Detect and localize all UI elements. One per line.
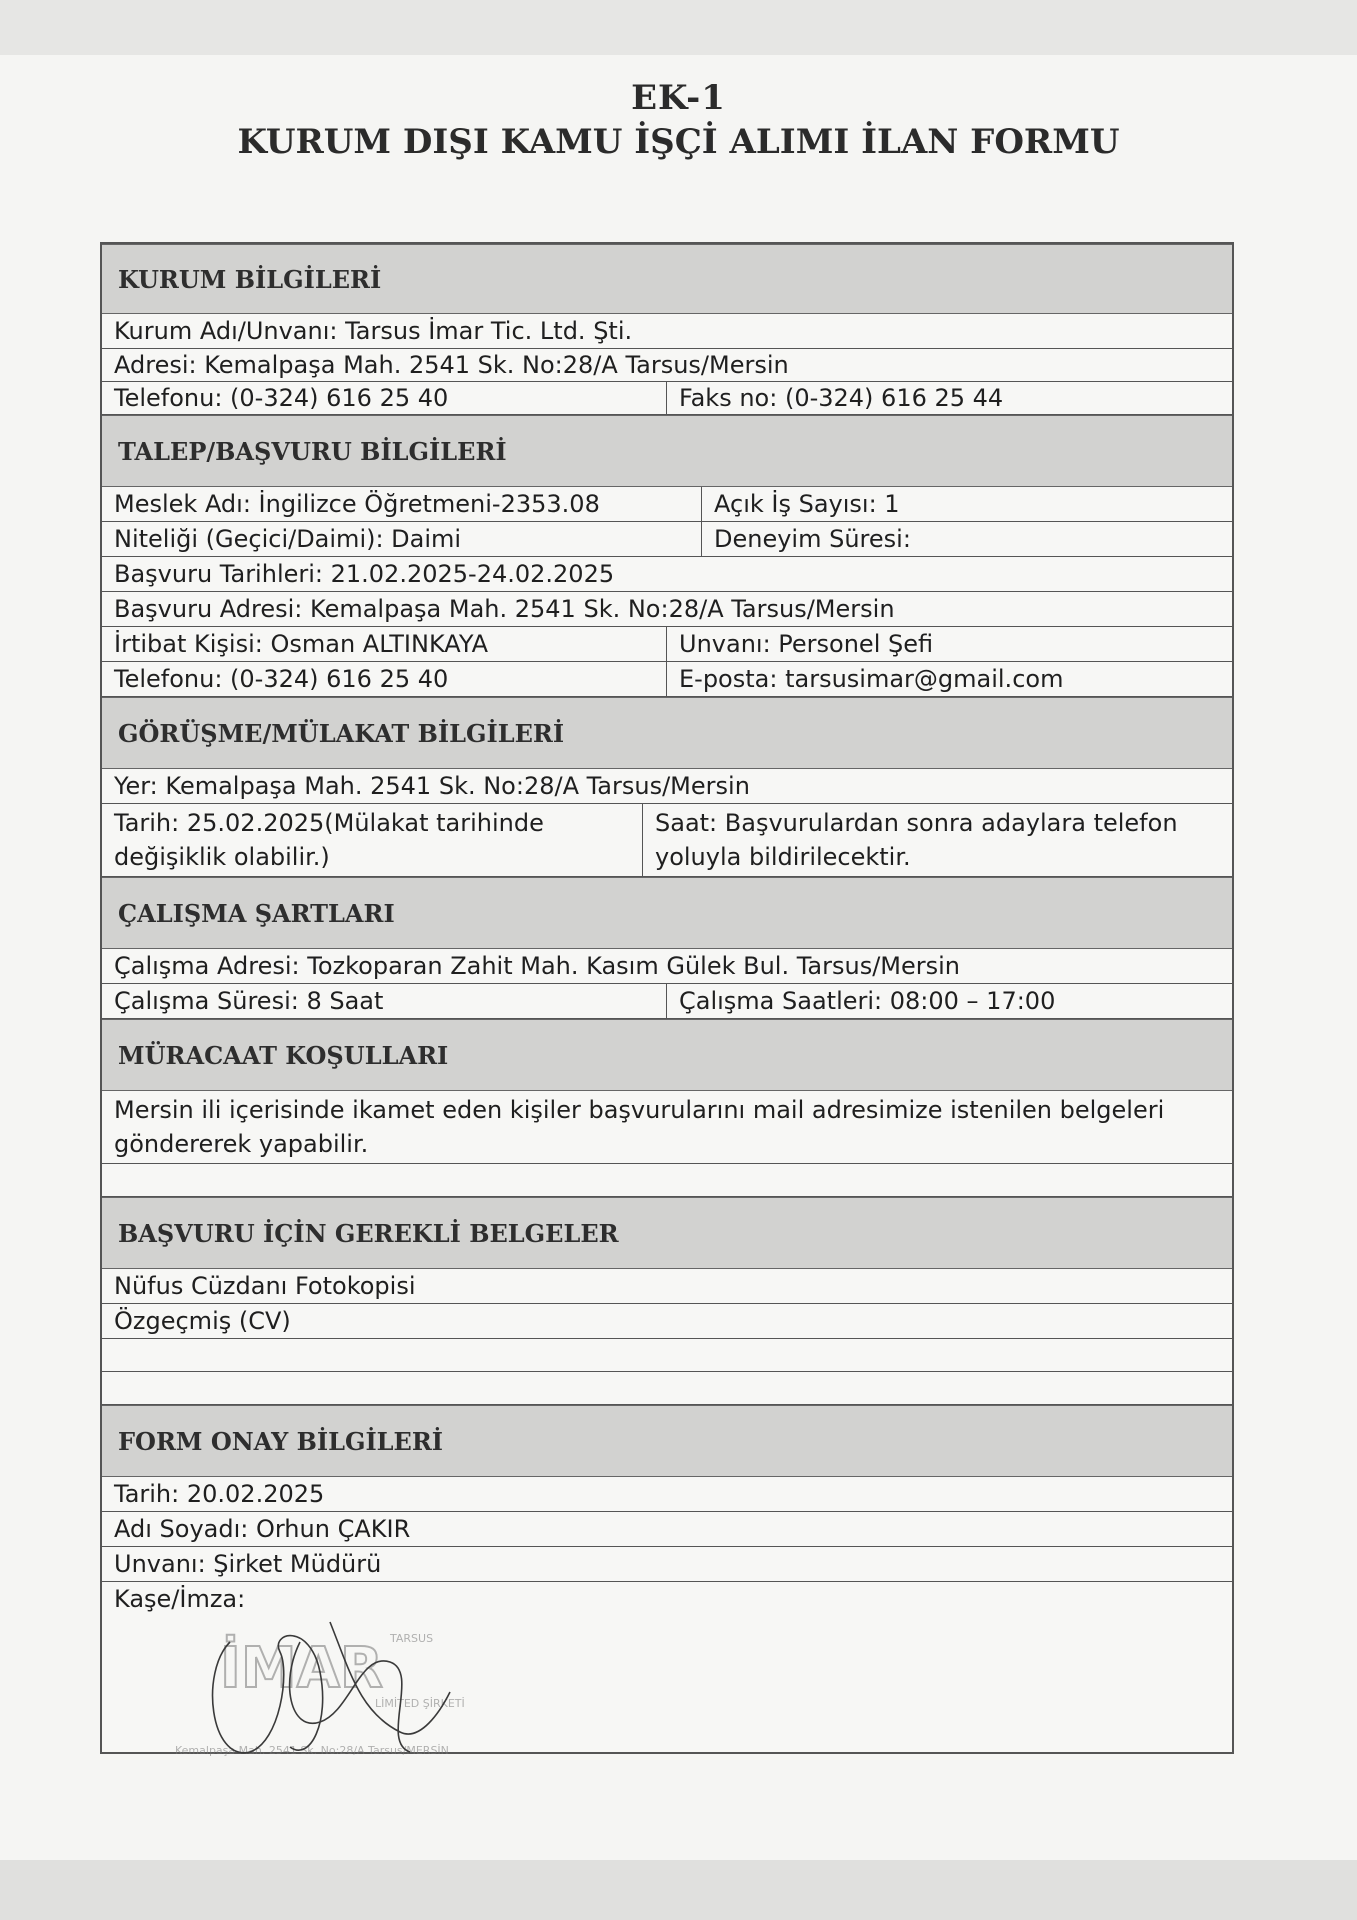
row-basvuru-adresi	[102, 592, 1232, 627]
row-onay-tarih	[102, 1477, 1232, 1512]
row-belge-2	[102, 1304, 1232, 1339]
row-calisma-adres	[102, 949, 1232, 984]
stamp-line2: Kemalpaşa Mah. 2541 Sk. No:28/A Tarsus/MERSİN	[175, 1744, 449, 1757]
onay-unvan: Unvanı: Şirket Müdürü	[114, 1550, 382, 1578]
company-stamp-signature	[160, 1612, 580, 1762]
title-ek: EK-1	[631, 78, 726, 118]
section-muracaat-header: MÜRACAAT KOŞULLARI	[102, 1019, 1232, 1091]
calisma-adresi: Çalışma Adresi: Tozkoparan Zahit Mah. Kasım Gülek Bul. Tarsus/Mersin	[114, 952, 960, 980]
kurum-adres: Adresi: Kemalpaşa Mah. 2541 Sk. No:28/A Tarsus/Mersin	[114, 351, 789, 379]
title-main: KURUM DIŞI KAMU İŞÇİ ALIMI İLAN FORMU	[237, 122, 1120, 162]
gorusme-tarih: Tarih: 25.02.2025(Mülakat tarihinde değişiklik olabilir.)	[114, 809, 544, 871]
deneyim-suresi: Deneyim Süresi:	[701, 522, 923, 556]
irtibat-unvan: Unvanı: Personel Şefi	[666, 627, 945, 661]
muracaat-text: Mersin ili içerisinde ikamet eden kişiler başvurularını mail adresimize istenilen belgeleri göndererek yapabilir.	[114, 1096, 1165, 1158]
row-kurum-adres	[102, 349, 1232, 382]
nitelik: Niteliği (Geçici/Daimi): Daimi	[114, 525, 462, 553]
basvuru-tarihleri: Başvuru Tarihleri: 21.02.2025-24.02.2025	[114, 560, 615, 588]
row-kurum-adi	[102, 314, 1232, 349]
talep-telefon: Telefonu: (0-324) 616 25 40	[114, 665, 449, 693]
row-gorusme-tarih-saat	[102, 804, 1232, 877]
row-irtibat	[102, 627, 1232, 662]
gorusme-yer: Yer: Kemalpaşa Mah. 2541 Sk. No:28/A Tarsus/Mersin	[114, 772, 750, 800]
row-basvuru-tarihleri	[102, 557, 1232, 592]
section-gorusme-header: GÖRÜŞME/MÜLAKAT BİLGİLERİ	[102, 697, 1232, 769]
section-calisma-header: ÇALIŞMA ŞARTLARI	[102, 877, 1232, 949]
onay-tarih: Tarih: 20.02.2025	[114, 1480, 325, 1508]
kurum-telefon: Telefonu: (0-324) 616 25 40	[114, 384, 449, 412]
stamp-small: TARSUS	[390, 1632, 434, 1645]
row-belge-1	[102, 1269, 1232, 1304]
kurum-adi: Kurum Adı/Unvanı: Tarsus İmar Tic. Ltd. Şti.	[114, 317, 633, 345]
stamp-brand: İMAR	[220, 1636, 384, 1701]
row-gorusme-yer	[102, 769, 1232, 804]
stamp-line1: LİMİTED ŞİRKETİ	[375, 1697, 465, 1710]
row-kurum-telefon	[102, 382, 1232, 415]
onay-adi-soyadi: Adı Soyadı: Orhun ÇAKIR	[114, 1515, 411, 1543]
row-onay-adi	[102, 1512, 1232, 1547]
blank-row	[102, 1372, 1232, 1405]
kase-imza-label: Kaşe/İmza:	[114, 1585, 246, 1613]
application-form	[100, 242, 1234, 1754]
row-muracaat-text	[102, 1091, 1232, 1164]
belge-item: Nüfus Cüzdanı Fotokopisi	[114, 1272, 416, 1300]
row-meslek	[102, 487, 1232, 522]
kurum-faks: Faks no: (0-324) 616 25 44	[666, 382, 1015, 414]
talep-eposta: E-posta: tarsusimar@gmail.com	[666, 662, 1075, 696]
document-title	[0, 78, 1357, 162]
blank-row	[102, 1164, 1232, 1197]
calisma-saatleri: Çalışma Saatleri: 08:00 – 17:00	[666, 984, 1067, 1018]
section-talep-header: TALEP/BAŞVURU BİLGİLERİ	[102, 415, 1232, 487]
meslek-adi: Meslek Adı: İngilizce Öğretmeni-2353.08	[114, 490, 600, 518]
row-calisma-sure	[102, 984, 1232, 1019]
gorusme-saat: Saat: Başvurulardan sonra adaylara telefon yoluyla bildirilecektir.	[642, 804, 1207, 876]
calisma-suresi: Çalışma Süresi: 8 Saat	[114, 987, 384, 1015]
row-nitelik	[102, 522, 1232, 557]
acik-is-sayisi: Açık İş Sayısı: 1	[701, 487, 912, 521]
section-belgeler-header: BAŞVURU İÇİN GEREKLİ BELGELER	[102, 1197, 1232, 1269]
row-onay-unvan	[102, 1547, 1232, 1582]
row-talep-iletisim	[102, 662, 1232, 697]
section-kurum-header: KURUM BİLGİLERİ	[102, 244, 1232, 314]
section-onay-header: FORM ONAY BİLGİLERİ	[102, 1405, 1232, 1477]
belge-item: Özgeçmiş (CV)	[114, 1307, 291, 1335]
page-bottom-margin	[0, 1860, 1357, 1920]
basvuru-adresi: Başvuru Adresi: Kemalpaşa Mah. 2541 Sk. No:28/A Tarsus/Mersin	[114, 595, 895, 623]
irtibat-kisisi: İrtibat Kişisi: Osman ALTINKAYA	[114, 630, 489, 658]
blank-row	[102, 1339, 1232, 1372]
